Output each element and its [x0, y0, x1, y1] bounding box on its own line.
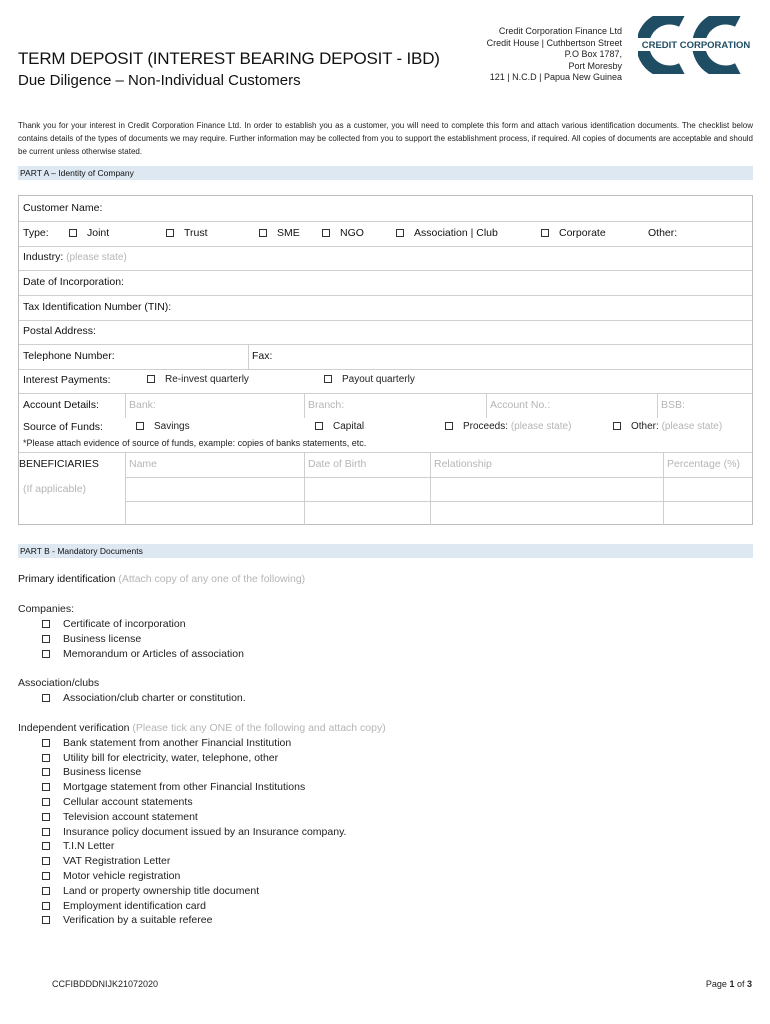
- checkbox[interactable]: [42, 650, 50, 658]
- checkbox[interactable]: [445, 422, 453, 430]
- reinvest-quarterly-option[interactable]: Re-invest quarterly: [147, 374, 249, 385]
- company-identity-table: [18, 195, 753, 525]
- list-item[interactable]: Business license: [42, 766, 141, 778]
- bsb-field[interactable]: BSB:: [661, 399, 685, 411]
- list-item[interactable]: Motor vehicle registration: [42, 870, 180, 882]
- type-other-label: Other:: [648, 227, 678, 239]
- form-code: CCFIBDDDNIJK21072020: [52, 979, 159, 989]
- checkbox[interactable]: [42, 783, 50, 791]
- bank-field[interactable]: Bank:: [129, 399, 156, 411]
- checkbox[interactable]: [396, 229, 404, 237]
- checkbox[interactable]: [42, 916, 50, 924]
- independent-verification-heading: Independent verification (Please tick any ONE of the following and attach copy): [18, 722, 386, 734]
- source-of-funds-label: Source of Funds:: [23, 421, 103, 433]
- beneficiary-name-header: Name: [129, 458, 158, 470]
- page-title: TERM DEPOSIT (INTEREST BEARING DEPOSIT - IBD): [18, 49, 440, 68]
- checkbox[interactable]: [42, 813, 50, 821]
- beneficiary-dob-header: Date of Birth: [308, 458, 367, 470]
- checkbox[interactable]: [42, 798, 50, 806]
- date-of-incorporation-field[interactable]: Date of Incorporation:: [23, 276, 124, 288]
- fax-field[interactable]: Fax:: [252, 350, 273, 362]
- industry-field[interactable]: Industry: (please state): [23, 251, 127, 263]
- funds-savings-option[interactable]: Savings: [136, 421, 190, 432]
- funds-other-option[interactable]: Other: (please state): [613, 421, 722, 432]
- list-item[interactable]: Memorandum or Articles of association: [42, 648, 244, 660]
- list-item[interactable]: VAT Registration Letter: [42, 855, 170, 867]
- logo-text: CREDIT CORPORATION: [641, 40, 751, 51]
- checkbox[interactable]: [42, 754, 50, 762]
- checkbox[interactable]: [42, 887, 50, 895]
- associations-heading: Association/clubs: [18, 677, 100, 689]
- checkbox[interactable]: [42, 635, 50, 643]
- type-label: Type:: [23, 227, 49, 239]
- type-trust-option[interactable]: Trust: [166, 227, 208, 239]
- list-item[interactable]: Bank statement from another Financial Institution: [42, 737, 291, 749]
- page-subtitle: Due Diligence – Non-Individual Customers: [18, 72, 301, 89]
- checkbox[interactable]: [613, 422, 621, 430]
- account-details-label: Account Details:: [23, 399, 99, 411]
- checkbox[interactable]: [42, 828, 50, 836]
- page-number: Page 1 of 3: [705, 979, 752, 989]
- type-joint-option[interactable]: Joint: [69, 227, 109, 239]
- list-item[interactable]: Land or property ownership title document: [42, 885, 259, 897]
- funds-note: *Please attach evidence of source of funds, example: copies of banks statements, etc.: [23, 438, 367, 448]
- telephone-field[interactable]: Telephone Number:: [23, 350, 115, 362]
- checkbox[interactable]: [315, 422, 323, 430]
- payout-quarterly-option[interactable]: Payout quarterly: [324, 374, 415, 385]
- type-ngo-option[interactable]: NGO: [322, 227, 364, 239]
- checkbox[interactable]: [322, 229, 330, 237]
- beneficiaries-label: BENEFICIARIES: [19, 458, 99, 470]
- type-corporate-option[interactable]: Corporate: [541, 227, 606, 239]
- checkbox[interactable]: [42, 842, 50, 850]
- list-item[interactable]: Association/club charter or constitution.: [42, 692, 246, 704]
- company-logo: [638, 16, 754, 74]
- list-item[interactable]: Business license: [42, 633, 141, 645]
- checkbox[interactable]: [42, 872, 50, 880]
- address-line: Port Moresby: [568, 60, 622, 71]
- company-address: [487, 26, 622, 84]
- checkbox[interactable]: [42, 620, 50, 628]
- list-item[interactable]: Television account statement: [42, 811, 198, 823]
- checkbox[interactable]: [324, 375, 332, 383]
- list-item[interactable]: Mortgage statement from other Financial Institutions: [42, 781, 305, 793]
- list-item[interactable]: Cellular account statements: [42, 796, 193, 808]
- type-sme-option[interactable]: SME: [259, 227, 300, 239]
- primary-identification-heading: Primary identification (Attach copy of any one of the following): [18, 573, 306, 585]
- postal-address-field[interactable]: Postal Address:: [23, 325, 96, 337]
- if-applicable-label: (If applicable): [23, 483, 87, 495]
- checkbox[interactable]: [42, 694, 50, 702]
- list-item[interactable]: T.I.N Letter: [42, 840, 114, 852]
- companies-heading: Companies:: [18, 603, 75, 615]
- address-line: 121 | N.C.D | Papua New Guinea: [489, 72, 622, 83]
- checkbox[interactable]: [69, 229, 77, 237]
- part-a-heading: PART A – Identity of Company: [18, 166, 753, 180]
- tin-field[interactable]: Tax Identification Number (TIN):: [23, 301, 172, 313]
- address-line: Credit House | Cuthbertson Street: [486, 37, 622, 48]
- beneficiary-relationship-header: Relationship: [434, 458, 492, 470]
- checkbox[interactable]: [42, 768, 50, 776]
- checkbox[interactable]: [42, 739, 50, 747]
- checkbox[interactable]: [147, 375, 155, 383]
- checkbox[interactable]: [259, 229, 267, 237]
- funds-proceeds-option[interactable]: Proceeds: (please state): [445, 421, 571, 432]
- list-item[interactable]: Certificate of incorporation: [42, 618, 186, 630]
- checkbox[interactable]: [42, 902, 50, 910]
- branch-field[interactable]: Branch:: [308, 399, 345, 411]
- checkbox[interactable]: [136, 422, 144, 430]
- checkbox[interactable]: [166, 229, 174, 237]
- list-item[interactable]: Employment identification card: [42, 900, 206, 912]
- account-no-field[interactable]: Account No.:: [490, 399, 551, 411]
- list-item[interactable]: Utility bill for electricity, water, telephone, other: [42, 752, 278, 764]
- interest-payments-label: Interest Payments:: [23, 374, 111, 386]
- type-association-option[interactable]: Association | Club: [396, 227, 498, 239]
- funds-capital-option[interactable]: Capital: [315, 421, 364, 432]
- address-line: Credit Corporation Finance Ltd: [498, 26, 622, 36]
- checkbox[interactable]: [541, 229, 549, 237]
- customer-name-label: Customer Name:: [23, 202, 103, 214]
- list-item[interactable]: Insurance policy document issued by an Insurance company.: [42, 826, 346, 838]
- part-b-heading: PART B - Mandatory Documents: [18, 544, 753, 558]
- address-line: P.O Box 1787,: [564, 49, 622, 60]
- checkbox[interactable]: [42, 857, 50, 865]
- intro-text: Thank you for your interest in Credit Corporation Finance Ltd. In order to establish you as a customer, you will need to complete this form and attach various identification documents. The checklist below contains details of the types of documents we may require. Further information may be collected from you to support the establishment process, if required. All copies of documents are acceptable and should be current unless otherwise stated.: [18, 121, 753, 156]
- beneficiary-percentage-header: Percentage (%): [667, 458, 740, 470]
- list-item[interactable]: Verification by a suitable referee: [42, 914, 212, 926]
